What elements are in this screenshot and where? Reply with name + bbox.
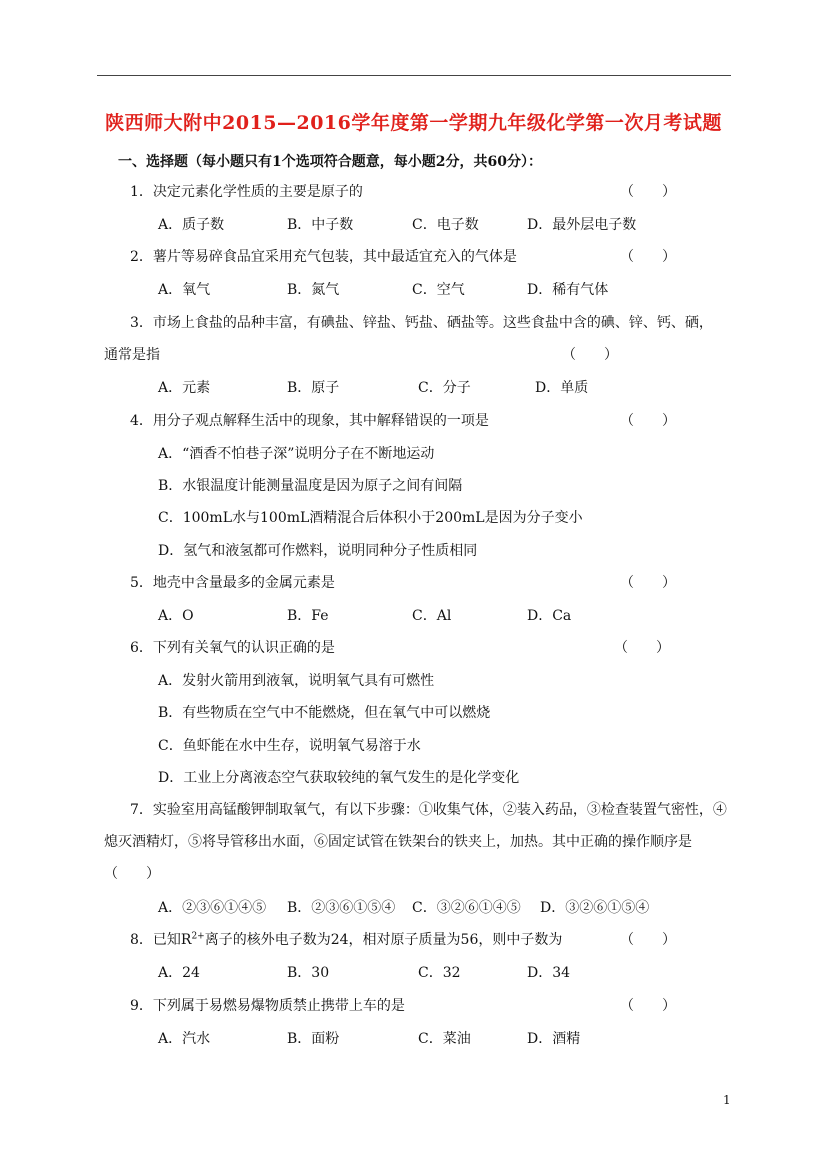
option-5c: C．Al — [412, 608, 452, 624]
option-6b: B．有些物质在空气中不能燃烧，但在氧气中可以燃烧 — [158, 705, 491, 721]
option-1d: D．最外层电子数 — [527, 217, 637, 233]
option-1c: C．电子数 — [412, 217, 479, 233]
answer-blank-2: （ ） — [620, 249, 676, 265]
option-2c: C．空气 — [412, 282, 465, 298]
option-4d: D．氢气和液氢都可作燃料，说明同种分子性质相同 — [158, 543, 478, 559]
option-6d: D．工业上分离液态空气获取较纯的氧气发生的是化学变化 — [158, 770, 520, 786]
option-8b: B．30 — [287, 965, 330, 981]
options-3 — [0, 377, 827, 397]
option-9c: C．菜油 — [418, 1031, 471, 1047]
question-7-line1: 7．实验室用高锰酸钾制取氧气，有以下步骤：①收集气体，②装入药品，③检查装置气密性，④ — [130, 802, 727, 818]
question-9: 9．下列属于易燃易爆物质禁止携带上车的是 — [130, 998, 405, 1014]
option-4c: C．100mL水与100mL酒精混合后体积小于200mL是因为分子变小 — [158, 510, 583, 526]
options-5 — [0, 605, 827, 625]
option-3a: A．元素 — [158, 380, 211, 396]
option-1a: A．质子数 — [158, 217, 225, 233]
options-9 — [0, 1028, 827, 1048]
question-6: 6．下列有关氧气的认识正确的是 — [130, 640, 335, 656]
option-3b: B．原子 — [287, 380, 340, 396]
question-1: 1．决定元素化学性质的主要是原子的 — [130, 184, 363, 200]
answer-blank-5: （ ） — [620, 575, 676, 591]
option-2a: A．氧气 — [158, 282, 211, 298]
question-7-line2: 熄灭酒精灯，⑤将导管移出水面，⑥固定试管在铁架台的铁夹上，加热。其中正确的操作顺序是 — [104, 834, 692, 850]
question-4: 4．用分子观点解释生活中的现象，其中解释错误的一项是 — [130, 413, 489, 429]
header-rule — [97, 75, 731, 76]
option-7c: C．③②⑥①④⑤ — [412, 900, 521, 916]
answer-blank-1: （ ） — [620, 184, 676, 200]
option-2b: B．氮气 — [287, 282, 340, 298]
option-9d: D．酒精 — [527, 1031, 581, 1047]
answer-blank-9: （ ） — [620, 998, 676, 1014]
answer-blank-4: （ ） — [620, 413, 676, 429]
option-4a: A．“酒香不怕巷子深”说明分子在不断地运动 — [158, 446, 435, 462]
options-1 — [0, 214, 827, 234]
answer-blank-6: （ ） — [614, 640, 670, 656]
question-3-line1: 3．市场上食盐的品种丰富，有碘盐、锌盐、钙盐、硒盐等。这些食盐中含的碘、锌、钙、硒， — [130, 315, 713, 331]
option-5a: A．O — [158, 608, 194, 624]
question-3-line2: 通常是指 — [104, 347, 160, 363]
question-8-post: 离子的核外电子数为24，相对原子质量为56，则中子数为 — [204, 932, 563, 948]
option-3d: D．单质 — [535, 380, 589, 396]
options-2 — [0, 279, 827, 299]
section-heading: 一、选择题（每小题只有1个选项符合题意，每小题2分，共60分）： — [118, 154, 542, 170]
option-6a: A．发射火箭用到液氧，说明氧气具有可燃性 — [158, 673, 435, 689]
question-8-pre: 8．已知R — [130, 932, 192, 948]
option-8a: A．24 — [158, 965, 200, 981]
question-5: 5．地壳中含量最多的金属元素是 — [130, 575, 335, 591]
option-8c: C．32 — [418, 965, 461, 981]
option-7d: D．③②⑥①⑤④ — [540, 900, 650, 916]
page-title: 陕西师大附中2015—2016学年度第一学期九年级化学第一次月考试题 — [105, 112, 722, 134]
option-2d: D．稀有气体 — [527, 282, 609, 298]
option-5d: D．Ca — [527, 608, 572, 624]
option-4b: B．水银温度计能测量温度是因为原子之间有间隔 — [158, 478, 463, 494]
options-8 — [0, 962, 827, 982]
options-7 — [0, 897, 827, 917]
option-9a: A．汽水 — [158, 1031, 211, 1047]
option-5b: B．Fe — [287, 608, 329, 624]
answer-blank-8: （ ） — [620, 932, 676, 948]
option-9b: B．面粉 — [287, 1031, 340, 1047]
question-8 — [130, 929, 562, 949]
option-3c: C．分子 — [418, 380, 471, 396]
option-7a: A．②③⑥①④⑤ — [158, 900, 267, 916]
option-7b: B．②③⑥①⑤④ — [287, 900, 396, 916]
option-6c: C．鱼虾能在水中生存，说明氧气易溶于水 — [158, 738, 421, 754]
question-2: 2．薯片等易碎食品宜采用充气包装，其中最适宜充入的气体是 — [130, 249, 517, 265]
ion-charge: 2+ — [191, 931, 205, 942]
page-number: 1 — [723, 1093, 731, 1107]
answer-blank-7: （ ） — [104, 866, 160, 882]
option-1b: B．中子数 — [287, 217, 354, 233]
option-8d: D．34 — [527, 965, 571, 981]
answer-blank-3: （ ） — [562, 347, 618, 363]
